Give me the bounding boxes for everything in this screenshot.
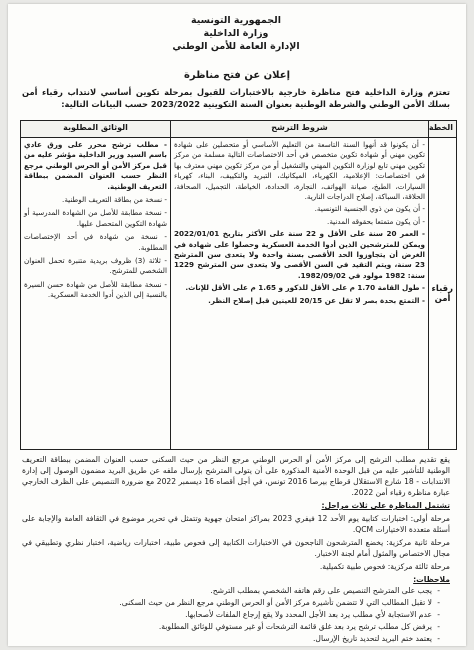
note-item: - يرفض كل مطلب ترشح يرد بعد غلق قائمة الترشحات أو غير مستوفي للوثائق المطلوبة.	[22, 621, 440, 632]
stage-three: مرحلة ثالثة مركزية: فحوص طبية تكميلية.	[319, 562, 450, 571]
stages-title: تشتمل المناظرة على ثلاث مراحل:	[321, 501, 450, 510]
note-item: - يعتمد ختم البريد لتحديد تاريخ الإرسال.	[22, 633, 440, 644]
stage-one: مرحلة أولى: اختبارات كتابية يوم الأحد 12 فيفري 2023 بمراكز امتحان جهوية وتتمثل في تحرير موضوع في الثقافة العامة والإجابة على أسئلة متعددة الاختيارات QCM.	[22, 514, 450, 534]
ministry-name: وزارة الداخلية	[203, 28, 269, 39]
rank-cell: رقباء أمن	[429, 138, 457, 450]
document-item: - نسخة من بطاقة التعريف الوطنية.	[62, 195, 167, 205]
announcement-title: إعلان عن فتح مناظرة	[183, 70, 291, 81]
requirements-table	[20, 120, 457, 450]
document-item: - نسخة مطابقة للأصل من الشهادة المدرسية أو شهادة التكوين المتحصل عليها.	[24, 208, 167, 228]
condition-item: - العمر 20 سنة على الأقل و 22 سنة على الأكثر بتاريخ 2022/01/01 ويمكن للمترشحين الذين أدوا الخدمة العسكرية وحصلوا على شهادة في الغرض أن يتجاوزوا الحد الأقصى بسنة واحدة ولا يتعدى سن المترشح 23 سنة، ويتم التقيد في السن الأقصى ولا يتعدى سن المترشح 1229 سنة: 1982 مولود في 1982/09/02.	[174, 229, 425, 280]
note-item: - لا تقبل المطالب التي لا تتضمن تأشيرة مركز الأمن أو الحرس الوطني مرجع النظر من حيث السكنى.	[22, 597, 440, 608]
document-item: - ثلاثة (3) ظروف بريدية متنبرة تحمل العنوان الشخصي للمترشح.	[24, 256, 167, 276]
header-block	[156, 14, 316, 53]
note-item: - يجب على المترشح التنصيص على رقم هاتفه الشخصي بمطلب الترشح.	[22, 585, 440, 596]
condition-item: - طول القامة 1.70 م على الأقل للذكور و 1.65 م على الأقل للإناث.	[185, 283, 425, 293]
documents-cell	[21, 138, 171, 450]
condition-item: - التمتع بحدة بصر لا تقل عن 20/15 للعينين قبل إصلاح النظر.	[208, 295, 425, 305]
condition-item: - أن يكونوا قد أنهوا السنة التاسعة من التعليم الأساسي أو متحصلين على شهادة تكوين مهني أو شهادة تكوين متخصص في أحد الاختصاصات التالية مسلمة من مركز تكوين مهني تابع لوزارة التكوين المهني والتشغيل أو من مركز تكوين مهني معترف بها في اختصاصات: الإعلامية، الكهرباء، الميكانيك، التبريد والتكييف، البناء، كهرباء السيارات، الطبخ، صيانة الهواتف، النجارة، الحدادة، الخياطة، التجميل، الصحافة، الحلاقة، السباكة، إصلاح الدراجات النارية.	[174, 140, 425, 202]
country-name: الجمهورية التونسية	[191, 15, 281, 26]
announcement-page	[8, 4, 466, 646]
intro-paragraph: تعتزم وزارة الداخلية فتح مناظرة خارجية بالاختبارات للقبول بمرحلة تكوين أساسي لانتداب رقباء أمن بسلك الأمن الوطني والشرطة الوطنية بعنوان السنة التكوينية 2023/2022 حسب البيانات التالية:	[22, 87, 450, 109]
notes-title: ملاحظات:	[413, 575, 450, 584]
notes-list	[22, 585, 450, 644]
header-documents: الوثائق المطلوبة	[21, 121, 171, 138]
directorate-name: الإدارة العامة للأمن الوطني	[172, 41, 300, 52]
document-item: - نسخة مطابقة للأصل من شهادة حسن السيرة بالنسبة إلى الذين أدوا الخدمة العسكرية.	[24, 279, 167, 300]
table-row	[21, 138, 457, 450]
document-item: - مطلب ترشح محرر على ورق عادي باسم السيد وزير الداخلية مؤشر عليه من قبل مركز الأمن أو الحرس الوطني مرجع النظر حسب العنوان المضمن ببطاقة التعريف الوطنية.	[24, 140, 167, 191]
document-item: - نسخة من شهادة في أحد الإختصاصات المطلوبة.	[24, 232, 167, 252]
note-item: - عدم الاستجابة لأي مطلب يرد بعد الأجل المحدد ولا يقع إرجاع الملفات لأصحابها.	[22, 609, 440, 620]
header-rank: الخطة	[429, 121, 457, 138]
stage-two: مرحلة ثانية مركزية: يخضع المترشحون الناجحون في الاختبارات الكتابية إلى فحوص طبية، اختبارات رياضية، اختبار نظري وتطبيقي في مجال الاختصاص والمثول أمام لجنة الاختبار.	[22, 538, 450, 558]
footer-block	[22, 454, 450, 645]
submission-paragraph: يقع تقديم مطلب الترشح إلى مركز الأمن أو الحرس الوطني مرجع النظر من حيث السكنى حسب العنوان المضمن ببطاقة التعريف الوطنية للتأشير عليه من قبل الوحدة الأمنية المذكورة على أن يتولى المترشح بإرسال ملفه عن طريق البريد مضمون الوصول إلى إدارة الانتدابات - 18 شارع الاستقلال قرطاج بيرصا 2016 تونس، في أجل أقصاه 16 ديسمبر 2022 مع ضرورة التنصيص على الظرف الخارجي عبارة مناظرة رقباء أمن 2022.	[22, 455, 451, 497]
header-conditions: شروط الترشح	[171, 121, 429, 138]
table-header-row	[21, 121, 457, 138]
condition-item: - أن يكون متمتعا بحقوقه المدنية.	[327, 216, 425, 226]
condition-item: - أن يكون من ذوي الجنسية التونسية.	[314, 204, 425, 214]
conditions-cell	[171, 138, 429, 450]
